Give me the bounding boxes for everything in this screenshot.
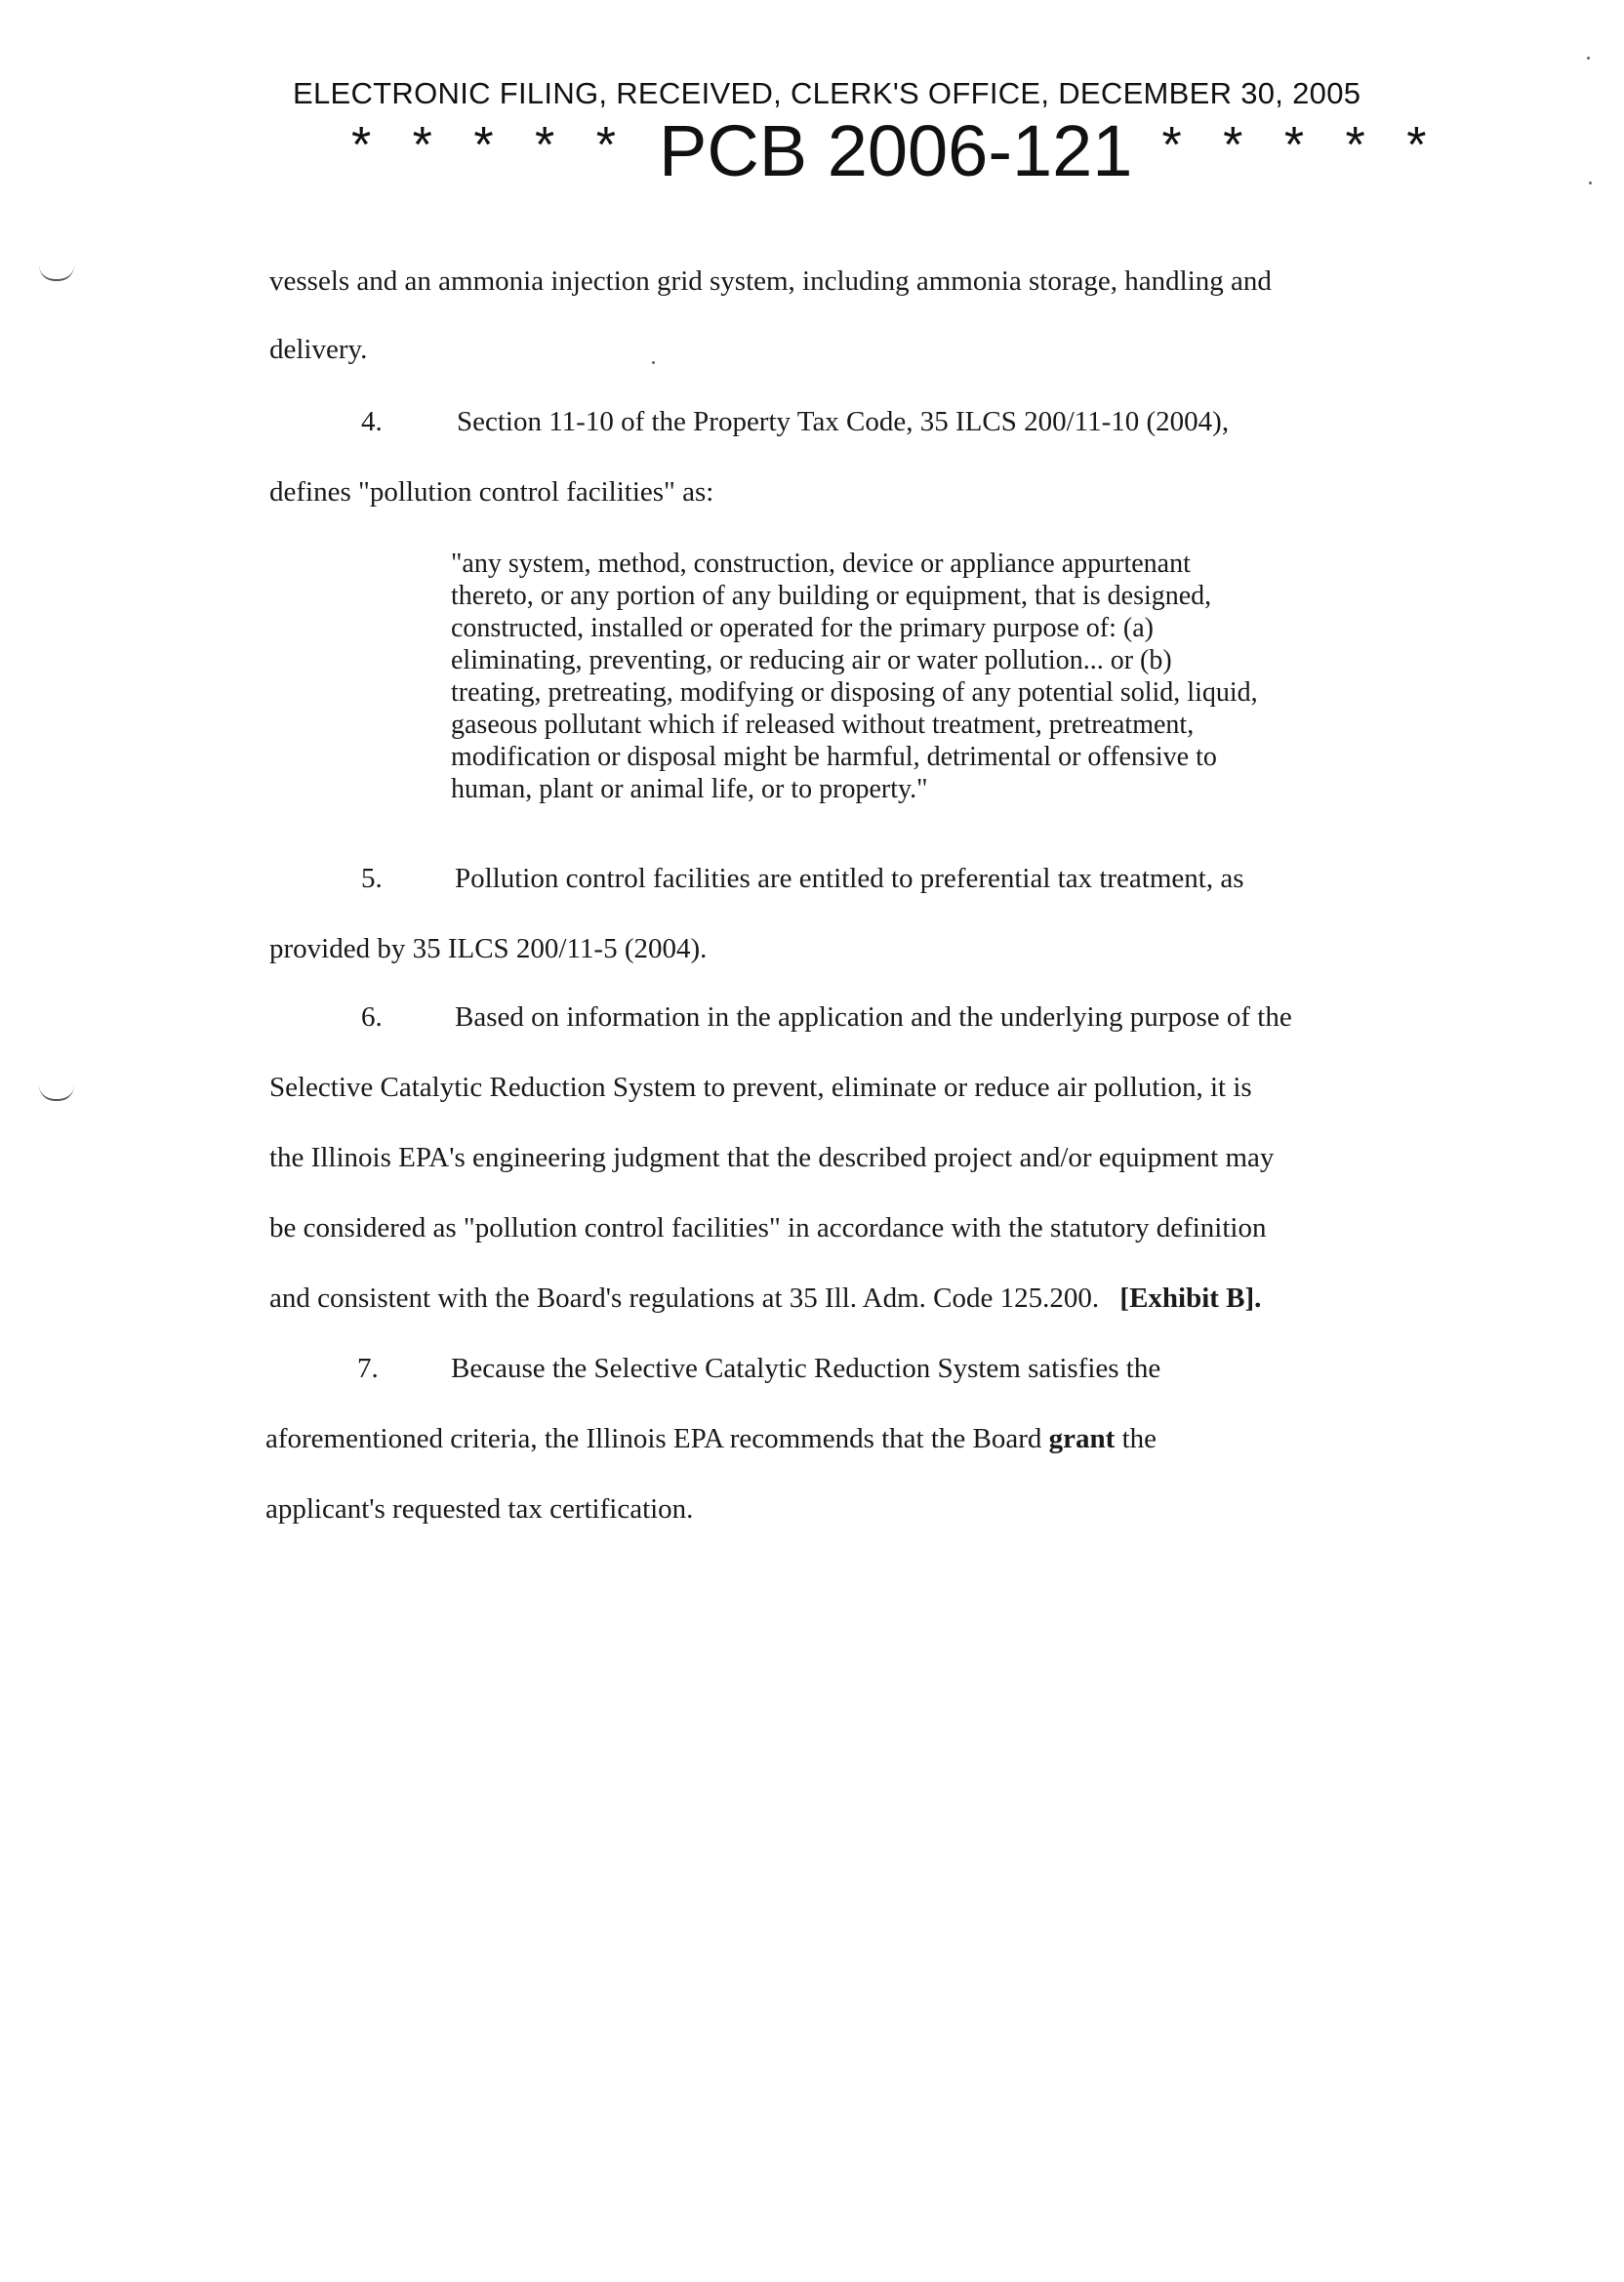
case-number-banner xyxy=(351,109,1441,192)
paragraph-4-line-2: defines "pollution control facilities" as: xyxy=(269,476,714,508)
quote-line: treating, pretreating, modifying or disposing of any potential solid, liquid, xyxy=(451,677,1258,708)
continuation-line-1: vessels and an ammonia injection grid system, including ammonia storage, handling and xyxy=(269,265,1272,297)
scan-speck xyxy=(652,361,655,364)
paragraph-5-number: 5. xyxy=(361,863,383,894)
paragraph-5-line-2: provided by 35 ILCS 200/11-5 (2004). xyxy=(269,933,708,964)
paragraph-7-line-1: Because the Selective Catalytic Reduction System satisfies the xyxy=(451,1353,1161,1384)
paragraph-6-line-2: Selective Catalytic Reduction System to prevent, eliminate or reduce air pollution, it is xyxy=(269,1072,1252,1103)
scan-speck xyxy=(1589,182,1592,184)
paragraph-6-number: 6. xyxy=(361,1001,383,1033)
stars-left: * * * * * xyxy=(351,117,629,174)
quote-line: constructed, installed or operated for the primary purpose of: (a) xyxy=(451,613,1154,643)
grant-emphasis: grant xyxy=(1048,1423,1116,1454)
quote-line: "any system, method, construction, device or appliance appurtenant xyxy=(451,549,1191,579)
paragraph-7-line-2-pre: aforementioned criteria, the Illinois EPA recommends that the Board xyxy=(265,1423,1042,1454)
quote-line: eliminating, preventing, or reducing air or water pollution... or (b) xyxy=(451,645,1172,675)
paragraph-6-line-5-text: and consistent with the Board's regulations at 35 Ill. Adm. Code 125.200. xyxy=(269,1283,1100,1314)
exhibit-reference: [Exhibit B]. xyxy=(1119,1283,1262,1314)
paragraph-6-line-5 xyxy=(269,1283,1261,1315)
scan-margin-mark xyxy=(39,265,74,281)
paragraph-6-line-3: the Illinois EPA's engineering judgment that the described project and/or equipment may xyxy=(269,1142,1275,1173)
paragraph-6-line-1: Based on information in the application and the underlying purpose of the xyxy=(455,1001,1292,1033)
paragraph-7-number: 7. xyxy=(357,1353,379,1384)
paragraph-7-line-2-post: the xyxy=(1121,1423,1157,1454)
paragraph-4-number: 4. xyxy=(361,406,383,437)
quote-line: human, plant or animal life, or to property." xyxy=(451,774,928,804)
quote-line: thereto, or any portion of any building or equipment, that is designed, xyxy=(451,581,1212,611)
paragraph-4-line-1: Section 11-10 of the Property Tax Code, 35 ILCS 200/11-10 (2004), xyxy=(457,406,1230,437)
paragraph-7-line-3: applicant's requested tax certification. xyxy=(265,1493,694,1525)
scan-speck xyxy=(1587,57,1590,60)
case-number: PCB 2006-121 xyxy=(659,110,1133,191)
paragraph-6-line-4: be considered as "pollution control facilities" in accordance with the statutory definition xyxy=(269,1212,1267,1243)
quote-line: gaseous pollutant which if released without treatment, pretreatment, xyxy=(451,710,1195,740)
scan-margin-mark xyxy=(39,1085,74,1101)
quote-line: modification or disposal might be harmful, detrimental or offensive to xyxy=(451,742,1217,772)
paragraph-7-line-2 xyxy=(265,1423,1157,1455)
stars-right: * * * * * xyxy=(1161,117,1441,174)
continuation-line-2: delivery. xyxy=(269,334,368,365)
paragraph-5-line-1: Pollution control facilities are entitled to preferential tax treatment, as xyxy=(455,863,1244,894)
filing-stamp-line: ELECTRONIC FILING, RECEIVED, CLERK'S OFFICE, DECEMBER 30, 2005 xyxy=(293,76,1361,110)
